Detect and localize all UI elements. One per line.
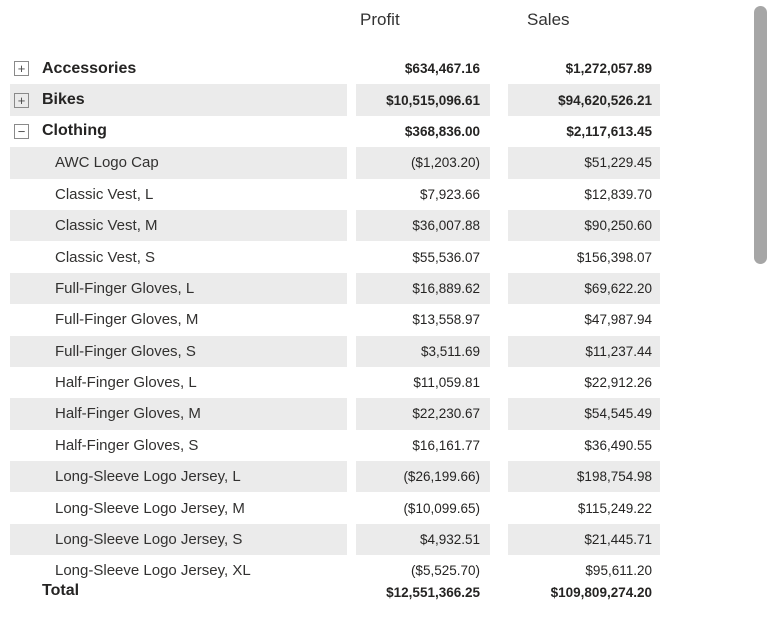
row-label: Full-Finger Gloves, L bbox=[55, 279, 195, 297]
vertical-scrollbar[interactable] bbox=[748, 0, 768, 621]
column-gutter bbox=[490, 492, 508, 523]
row-label-cell[interactable] bbox=[10, 241, 347, 272]
sales-value[interactable]: $1,272,057.89 bbox=[565, 61, 652, 77]
profit-value[interactable]: $368,836.00 bbox=[404, 123, 480, 139]
table-row bbox=[10, 336, 660, 367]
profit-value[interactable]: $10,515,096.61 bbox=[356, 84, 490, 115]
column-gutter bbox=[347, 430, 356, 461]
profit-value[interactable]: $634,467.16 bbox=[404, 61, 480, 77]
column-gutter bbox=[347, 555, 356, 578]
column-gutter bbox=[490, 430, 508, 461]
table-row bbox=[10, 179, 660, 210]
column-gutter bbox=[347, 53, 356, 84]
sales-value[interactable]: $51,229.45 bbox=[508, 147, 660, 178]
collapse-toggle-icon[interactable]: − bbox=[14, 124, 29, 139]
sales-value[interactable]: $54,545.49 bbox=[508, 398, 660, 429]
sales-value[interactable]: $69,622.20 bbox=[508, 273, 660, 304]
profit-value[interactable]: ($1,203.20) bbox=[356, 147, 490, 178]
row-label-cell[interactable] bbox=[10, 84, 347, 115]
column-gutter bbox=[347, 116, 356, 147]
row-label-cell[interactable] bbox=[10, 398, 347, 429]
sales-value[interactable]: $90,250.60 bbox=[508, 210, 660, 241]
column-gutter bbox=[490, 555, 508, 578]
column-gutter bbox=[347, 582, 356, 621]
profit-value[interactable]: $11,059.81 bbox=[413, 375, 480, 391]
total-row bbox=[10, 578, 660, 621]
total-sales-value: $109,809,274.20 bbox=[550, 585, 652, 600]
sales-value[interactable]: $21,445.71 bbox=[508, 524, 660, 555]
column-gutter bbox=[347, 367, 356, 398]
table-row bbox=[10, 116, 660, 147]
profit-value[interactable]: $13,558.97 bbox=[412, 312, 480, 328]
row-label-cell[interactable] bbox=[10, 304, 347, 335]
sales-value[interactable]: $11,237.44 bbox=[508, 336, 660, 367]
total-profit-value: $12,551,366.25 bbox=[386, 585, 480, 600]
sales-value[interactable]: $22,912.26 bbox=[584, 375, 652, 391]
column-gutter bbox=[490, 179, 508, 210]
column-gutter bbox=[347, 304, 356, 335]
row-label: Full-Finger Gloves, M bbox=[55, 311, 199, 329]
total-label-cell bbox=[10, 582, 347, 600]
row-label: Full-Finger Gloves, S bbox=[55, 342, 196, 360]
column-gutter bbox=[490, 10, 508, 53]
row-label: Long-Sleeve Logo Jersey, XL bbox=[55, 562, 251, 578]
table-row bbox=[10, 210, 660, 241]
column-header-sales[interactable]: Sales bbox=[527, 10, 570, 29]
column-gutter bbox=[490, 116, 508, 147]
column-gutter bbox=[347, 524, 356, 555]
column-gutter bbox=[490, 273, 508, 304]
profit-value[interactable]: $55,536.07 bbox=[412, 249, 480, 265]
column-gutter bbox=[490, 398, 508, 429]
column-gutter bbox=[490, 336, 508, 367]
row-label: Classic Vest, L bbox=[55, 185, 154, 203]
table-row bbox=[10, 430, 660, 461]
column-gutter bbox=[490, 53, 508, 84]
expand-toggle-icon[interactable]: + bbox=[14, 61, 29, 76]
column-gutter bbox=[347, 241, 356, 272]
table-row bbox=[10, 524, 660, 555]
profit-value[interactable]: $4,932.51 bbox=[356, 524, 490, 555]
row-label: Clothing bbox=[42, 122, 107, 140]
profit-value[interactable]: $16,889.62 bbox=[356, 273, 490, 304]
column-gutter bbox=[347, 492, 356, 523]
row-label: Half-Finger Gloves, L bbox=[55, 374, 197, 392]
sales-value[interactable]: $198,754.98 bbox=[508, 461, 660, 492]
column-gutter bbox=[347, 273, 356, 304]
table-row bbox=[10, 555, 660, 578]
column-gutter bbox=[347, 84, 356, 115]
sales-value[interactable]: $95,611.20 bbox=[585, 563, 652, 578]
sales-value[interactable]: $12,839.70 bbox=[584, 186, 652, 202]
column-gutter bbox=[490, 582, 508, 621]
profit-value[interactable]: $36,007.88 bbox=[356, 210, 490, 241]
sales-value[interactable]: $156,398.07 bbox=[576, 249, 652, 265]
row-label: Long-Sleeve Logo Jersey, L bbox=[55, 468, 241, 486]
profit-value[interactable]: ($10,099.65) bbox=[403, 500, 480, 516]
sales-value[interactable]: $47,987.94 bbox=[584, 312, 652, 328]
row-label: Bikes bbox=[42, 91, 85, 109]
row-label-cell[interactable] bbox=[10, 273, 347, 304]
profit-value[interactable]: ($5,525.70) bbox=[410, 563, 480, 578]
column-header-profit[interactable]: Profit bbox=[360, 10, 400, 29]
sales-value[interactable]: $115,249.22 bbox=[577, 500, 652, 516]
column-gutter bbox=[347, 179, 356, 210]
table-row bbox=[10, 304, 660, 335]
profit-value[interactable]: $22,230.67 bbox=[356, 398, 490, 429]
total-label: Total bbox=[42, 582, 80, 599]
row-label-cell[interactable] bbox=[10, 116, 347, 147]
profit-value[interactable]: $16,161.77 bbox=[412, 437, 480, 453]
column-gutter bbox=[347, 461, 356, 492]
row-label-cell[interactable] bbox=[10, 53, 347, 84]
table-row bbox=[10, 53, 660, 84]
column-gutter bbox=[490, 524, 508, 555]
table-row bbox=[10, 241, 660, 272]
column-gutter bbox=[490, 304, 508, 335]
column-gutter bbox=[347, 336, 356, 367]
row-label: AWC Logo Cap bbox=[55, 154, 159, 172]
expand-toggle-icon[interactable]: + bbox=[14, 93, 29, 108]
column-gutter bbox=[490, 147, 508, 178]
matrix-body bbox=[10, 53, 660, 578]
row-label-cell[interactable] bbox=[10, 336, 347, 367]
column-gutter bbox=[347, 10, 356, 53]
row-label: Classic Vest, S bbox=[55, 248, 156, 266]
row-label: Long-Sleeve Logo Jersey, M bbox=[55, 499, 245, 517]
row-label-cell[interactable] bbox=[10, 367, 347, 398]
column-gutter bbox=[347, 398, 356, 429]
column-header-row bbox=[10, 0, 768, 53]
column-gutter bbox=[347, 147, 356, 178]
scrollbar-thumb[interactable] bbox=[754, 6, 767, 264]
profit-value[interactable]: ($26,199.66) bbox=[356, 461, 490, 492]
column-gutter bbox=[347, 210, 356, 241]
row-label: Half-Finger Gloves, M bbox=[55, 405, 201, 423]
sales-value[interactable]: $36,490.55 bbox=[584, 437, 652, 453]
column-gutter bbox=[490, 241, 508, 272]
table-row bbox=[10, 398, 660, 429]
profit-value[interactable]: $7,923.66 bbox=[419, 186, 480, 202]
profit-value[interactable]: $3,511.69 bbox=[356, 336, 490, 367]
row-label-cell[interactable] bbox=[10, 492, 347, 523]
row-header-spacer bbox=[10, 10, 347, 53]
table-row bbox=[10, 147, 660, 178]
column-gutter bbox=[490, 210, 508, 241]
row-label-cell[interactable] bbox=[10, 461, 347, 492]
table-row bbox=[10, 461, 660, 492]
column-gutter bbox=[490, 367, 508, 398]
row-label-cell[interactable] bbox=[10, 555, 347, 578]
row-label: Long-Sleeve Logo Jersey, S bbox=[55, 531, 243, 549]
table-row bbox=[10, 492, 660, 523]
row-label-cell[interactable] bbox=[10, 430, 347, 461]
column-gutter bbox=[490, 84, 508, 115]
row-label-cell[interactable] bbox=[10, 179, 347, 210]
row-label-cell[interactable] bbox=[10, 210, 347, 241]
column-gutter bbox=[490, 461, 508, 492]
sales-value[interactable]: $2,117,613.45 bbox=[566, 123, 652, 139]
sales-value[interactable]: $94,620,526.21 bbox=[508, 84, 660, 115]
row-label: Half-Finger Gloves, S bbox=[55, 436, 199, 454]
table-row bbox=[10, 84, 660, 115]
row-label: Classic Vest, M bbox=[55, 217, 158, 235]
row-label-cell[interactable] bbox=[10, 524, 347, 555]
table-row bbox=[10, 273, 660, 304]
row-label: Accessories bbox=[42, 59, 137, 77]
table-row bbox=[10, 367, 660, 398]
row-label-cell[interactable] bbox=[10, 147, 347, 178]
